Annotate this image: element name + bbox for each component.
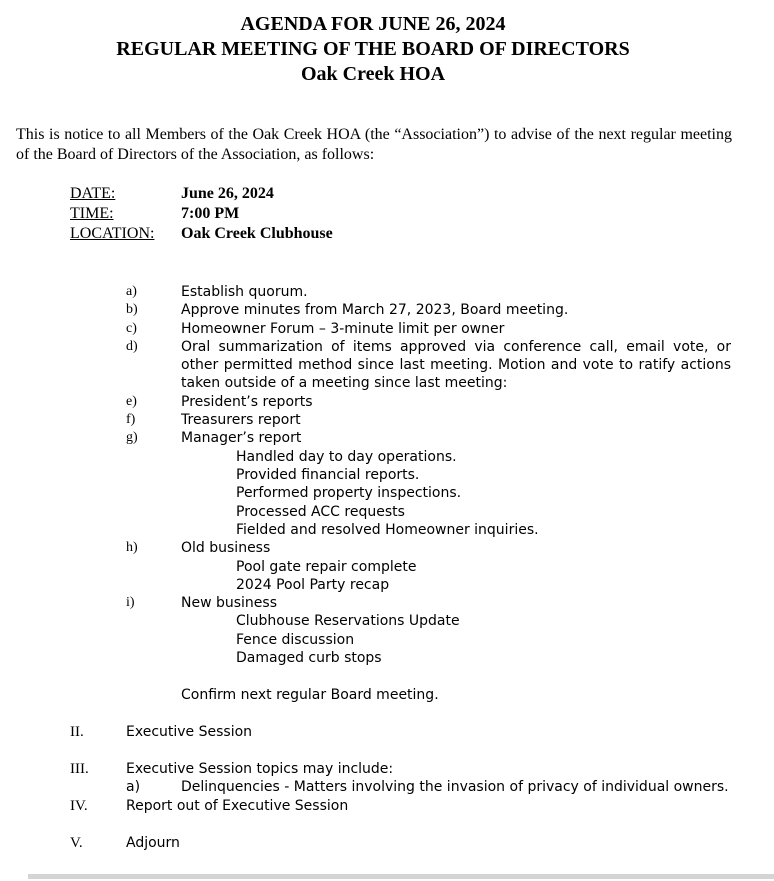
item-i-letter: i) <box>126 595 135 611</box>
item-f-text: Treasurers report <box>181 412 301 429</box>
section-ii-numeral: II. <box>70 724 84 740</box>
section-ii-text: Executive Session <box>126 724 253 740</box>
manager-sub-item: Performed property inspections. <box>236 485 462 502</box>
section-iii-text: Executive Session topics may include: <box>126 761 394 777</box>
location-value: Oak Creek Clubhouse <box>181 225 333 242</box>
section-v-text: Adjourn <box>126 835 180 851</box>
new-business-sub-item: Fence discussion <box>236 631 355 648</box>
item-h-text: Old business <box>181 540 271 557</box>
item-c-letter: c) <box>126 320 137 336</box>
new-business-sub-item: Clubhouse Reservations Update <box>236 613 460 630</box>
old-business-sub-item: Pool gate repair complete <box>236 558 417 575</box>
title-line-3: Oak Creek HOA <box>300 63 446 85</box>
old-business-sub-item: 2024 Pool Party recap <box>236 576 390 593</box>
item-g-text: Manager’s report <box>181 430 302 447</box>
location-label: LOCATION: <box>70 225 155 242</box>
section-iii-sub-text: Delinquencies - Matters involving the invasion of privacy of individual owners. <box>181 779 729 796</box>
section-iii-sub-letter: a) <box>126 779 141 796</box>
manager-sub-item: Handled day to day operations. <box>236 448 457 465</box>
title-line-1: AGENDA FOR JUNE 26, 2024 <box>240 13 506 35</box>
item-g-letter: g) <box>126 430 138 446</box>
item-e-text: President’s reports <box>181 393 313 410</box>
item-d-text: Oral summarization of items approved via conference call, email vote, or other permitted method since last meeting. Motion and vote to ratify actions taken outside of a meeting since last meeting: <box>181 338 731 392</box>
manager-sub-item: Fielded and resolved Homeowner inquiries. <box>236 521 539 538</box>
location-row <box>70 224 333 244</box>
new-business-sub-item: Damaged curb stops <box>236 650 382 666</box>
date-value: June 26, 2024 <box>181 185 274 202</box>
item-b-letter: b) <box>126 302 138 318</box>
item-i-text: New business <box>181 595 278 612</box>
manager-sub-item: Processed ACC requests <box>236 503 405 520</box>
item-h-letter: h) <box>126 540 138 556</box>
section-v-numeral: V. <box>70 835 83 851</box>
item-f-letter: f) <box>126 412 136 428</box>
item-c-text: Homeowner Forum – 3-minute limit per owner <box>181 320 505 337</box>
manager-sub-item: Provided financial reports. <box>236 467 420 483</box>
section-iv-numeral: IV. <box>70 798 88 814</box>
item-e-letter: e) <box>126 393 137 409</box>
page-bottom-edge <box>28 874 774 879</box>
item-a-letter: a) <box>126 284 137 299</box>
date-row <box>70 184 333 204</box>
meeting-details <box>70 184 333 244</box>
date-label: DATE: <box>70 185 116 202</box>
item-b-text: Approve minutes from March 27, 2023, Board meeting. <box>181 302 569 319</box>
agenda-header <box>0 12 746 87</box>
time-row <box>70 204 333 224</box>
time-value: 7:00 PM <box>181 205 240 222</box>
confirm-next-meeting: Confirm next regular Board meeting. <box>181 687 439 703</box>
time-label: TIME: <box>70 205 114 222</box>
section-iii-numeral: III. <box>70 761 89 777</box>
item-a-text: Establish quorum. <box>181 284 308 300</box>
item-d-letter: d) <box>126 338 138 354</box>
intro-paragraph: This is notice to all Members of the Oak Creek HOA (the “Association”) to advise of the next regular meeting of the Board of Directors of the Association, as follows: <box>16 126 732 163</box>
title-line-2: REGULAR MEETING OF THE BOARD OF DIRECTORS <box>116 38 630 60</box>
section-iv-text: Report out of Executive Session <box>126 798 349 814</box>
